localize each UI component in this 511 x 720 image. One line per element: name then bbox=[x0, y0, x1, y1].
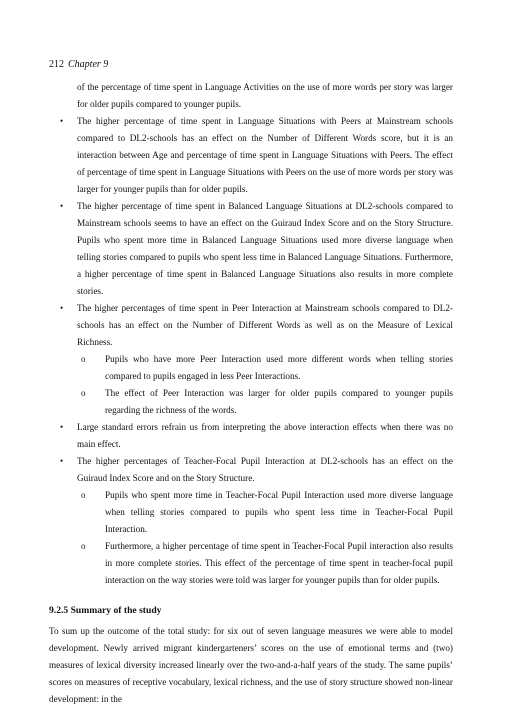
bullet-marker: • bbox=[60, 116, 64, 126]
sub-bullet-text: The effect of Peer Interaction was larger for older pupils compared to younger pupils regarding the richness of the words. bbox=[105, 388, 453, 415]
chapter-label: Chapter 9 bbox=[68, 59, 109, 70]
page-body bbox=[49, 79, 453, 708]
sub-bullet-item bbox=[49, 385, 453, 419]
bullet-text: The higher percentages of Teacher-Focal Pupil Interaction at DL2-schools has an effect on the Guiraud Index Score and on the Story Structure. bbox=[77, 456, 453, 483]
sub-bullet-item bbox=[49, 538, 453, 589]
bullet-item bbox=[49, 300, 453, 351]
sub-bullet-marker: o bbox=[81, 388, 86, 398]
sub-bullet-marker: o bbox=[81, 541, 86, 551]
sub-bullet-marker: o bbox=[81, 354, 86, 364]
sub-bullet-item bbox=[49, 487, 453, 538]
page-number: 212 bbox=[49, 59, 64, 70]
sub-bullet-item bbox=[49, 351, 453, 385]
sub-bullet-text: Furthermore, a higher percentage of time spent in Teacher-Focal Pupil interaction also results in more complete stories. This effect of the percentage of time spent in teacher-focal pupil interaction on the way stories were told was larger for younger pupils than for older pupils. bbox=[105, 541, 453, 585]
continuation-paragraph: of the percentage of time spent in Language Activities on the use of more words per story was larger for older pupils compared to younger pupils. bbox=[77, 82, 453, 109]
summary-paragraph: To sum up the outcome of the total study: for six out of seven language measures we were able to model development. Newly arrived migrant kindergarteners’ scores on the use of emotional terms and (two) measures of lexical diversity increased linearly over the two-and-a-half years of the study. The same pupils’ scores on measures of receptive vocabulary, lexical richness, and the use of story structure showed non-linear development: in the bbox=[49, 626, 453, 704]
sub-bullet-text: Pupils who have more Peer Interaction used more different words when telling stories compared to pupils engaged in less Peer Interactions. bbox=[105, 354, 453, 381]
bullet-marker: • bbox=[60, 201, 64, 211]
bullet-text: Large standard errors refrain us from interpreting the above interaction effects when there was no main effect. bbox=[77, 422, 453, 449]
bullet-item bbox=[49, 453, 453, 487]
sub-bullet-text: Pupils who spent more time in Teacher-Focal Pupil Interaction used more diverse language when telling stories compared to pupils who spent less time in Teacher-Focal Pupil Interaction. bbox=[105, 490, 453, 534]
bullet-marker: • bbox=[60, 303, 64, 313]
running-head bbox=[49, 59, 108, 71]
bullet-text: The higher percentages of time spent in Peer Interaction at Mainstream schools compared to DL2-schools has an effect on the Number of Different Words as well as on the Measure of Lexical Richness. bbox=[77, 303, 453, 347]
bullet-marker: • bbox=[60, 456, 64, 466]
bullet-text: The higher percentage of time spent in Language Situations with Peers at Mainstream schools compared to DL2-schools has an effect on the Number of Different Words score, but it is an interaction between Age and percentage of time spent in Language Situations with Peers. The effect of percentage of time spent in Language Situations with Peers on the use of more words per story was larger for younger pupils than for older pupils. bbox=[77, 116, 453, 194]
bullet-text: The higher percentage of time spent in Balanced Language Situations at DL2-schools compared to Mainstream schools seems to have an effect on the Guiraud Index Score and on the Story Structure. Pupils who spent more time in Balanced Language Situations used more diverse language when telling stories compared to pupils who spent less time in Balanced Language Situations. Furthermore, a higher percentage of time spent in Balanced Language Situations also results in more complete stories. bbox=[77, 201, 453, 296]
bullet-item bbox=[49, 113, 453, 198]
bullet-item bbox=[49, 198, 453, 300]
sub-bullet-marker: o bbox=[81, 490, 86, 500]
bullet-item bbox=[49, 419, 453, 453]
bullet-marker: • bbox=[60, 422, 64, 432]
section-heading: 9.2.5 Summary of the study bbox=[49, 605, 162, 616]
